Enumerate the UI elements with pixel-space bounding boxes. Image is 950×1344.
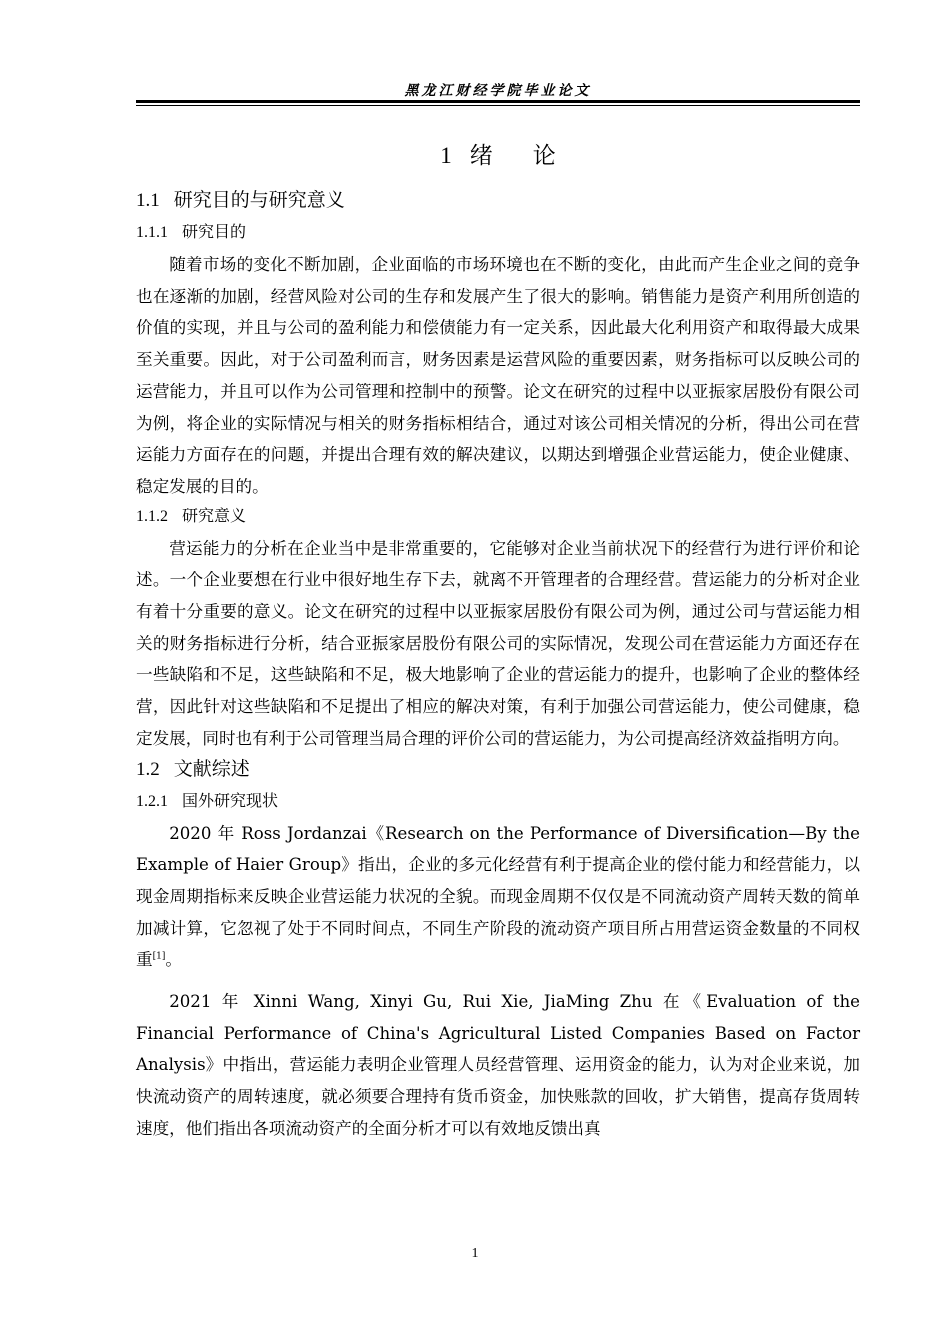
- subsection-heading-1-1-1: [136, 219, 860, 246]
- chapter-title: [136, 140, 860, 172]
- paragraph-end: 。: [165, 950, 182, 970]
- header-rule-thick: [136, 100, 860, 103]
- section-heading-1-1: [136, 186, 860, 215]
- subsection-heading-1-2-1: [136, 788, 860, 815]
- page-content: [136, 140, 860, 1145]
- subsection-title: 研究目的: [182, 222, 247, 241]
- header-rule-thin: [136, 105, 860, 106]
- paragraph-text: 2020 年 Ross Jordanzai《Research on the Performance of Diversification—By the Example of Haier Group》指出，企业的多元化经营有利于提高企业的偿付能力和经营能力，以现金周期指标来反映企业营运能力状况的全貌。而现金周期不仅仅是不同流动资产周转天数的简单加减计算，它忽视了处于不同时间点，不同生产阶段的流动资产项目所占用营运资金数量的不同权重: [136, 823, 860, 970]
- paragraph-foreign-research-2: 2021 年 Xinni Wang, Xinyi Gu, Rui Xie, JiaMing Zhu 在《Evaluation of the Financial Performance of China's Agricultural Listed Companies Based on Factor Analysis》中指出，营运能力表明企业管理人员经营管理、运用资金的能力，认为对企业来说，加快流动资产的周转速度，就必须要合理持有货币资金，加快账款的回收，扩大销售，提高存货周转速度，他们指出各项流动资产的全面分析才可以有效地反馈出真: [136, 992, 860, 1138]
- paragraph-foreign-research-1: [136, 818, 860, 977]
- citation-marker[interactable]: [1]: [152, 951, 166, 962]
- subsection-heading-1-1-2: [136, 503, 860, 530]
- running-header: 黑龙江财经学院毕业论文: [404, 83, 592, 99]
- paragraph-research-significance: 营运能力的分析在企业当中是非常重要的，它能够对企业当前状况下的经营行为进行评价和论述。一个企业要想在行业中很好地生存下去，就离不开管理者的合理经营。营运能力的分析对企业有着十分重要的意义。论文在研究的过程中以亚振家居股份有限公司为例，通过公司与营运能力相关的财务指标进行分析，结合亚振家居股份有限公司的实际情况，发现公司在营运能力方面还存在一些缺陷和不足，这些缺陷和不足，极大地影响了企业的营运能力的提升，也影响了企业的整体经营，因此针对这些缺陷和不足提出了相应的解决对策，有利于加强公司营运能力，使公司健康，稳定发展，同时也有利于公司管理当局合理的评价公司的营运能力，为公司提高经济效益指明方向。: [136, 538, 860, 748]
- chapter-title-part1: 绪: [469, 143, 493, 169]
- section-number: 1.2: [136, 758, 160, 780]
- subsection-number: 1.1.1: [136, 224, 168, 241]
- section-number: 1.1: [136, 190, 160, 211]
- section-title: 研究目的与研究意义: [173, 189, 345, 211]
- section-title: 文献综述: [173, 757, 250, 780]
- subsection-title: 研究意义: [182, 505, 247, 525]
- chapter-number: 1: [440, 143, 452, 168]
- paragraph-research-purpose: 随着市场的变化不断加剧，企业面临的市场环境也在不断的变化，由此而产生企业之间的竞争也在逐渐的加剧，经营风险对公司的生存和发展产生了很大的影响。销售能力是资产利用所创造的价值的实现，并且与公司的盈利能力和偿债能力有一定关系，因此最大化利用资产和取得最大成果至关重要。因此，对于公司盈利而言，财务因素是运营风险的重要因素，财务指标可以反映公司的运营能力，并且可以作为公司管理和控制中的预警。论文在研究的过程中以亚振家居股份有限公司为例，将企业的实际情况与相关的财务指标相结合，通过对该公司相关情况的分析，得出公司在营运能力方面存在的问题，并提出合理有效的解决建议，以期达到增强企业营运能力，使企业健康、稳定发展的目的。: [136, 255, 860, 496]
- chapter-title-part2: 论: [532, 143, 556, 169]
- page-number: 1: [471, 1246, 479, 1261]
- subsection-title: 国外研究现状: [182, 790, 279, 810]
- subsection-number: 1.2.1: [136, 792, 168, 810]
- section-heading-1-2: [136, 755, 860, 784]
- subsection-number: 1.1.2: [136, 507, 168, 525]
